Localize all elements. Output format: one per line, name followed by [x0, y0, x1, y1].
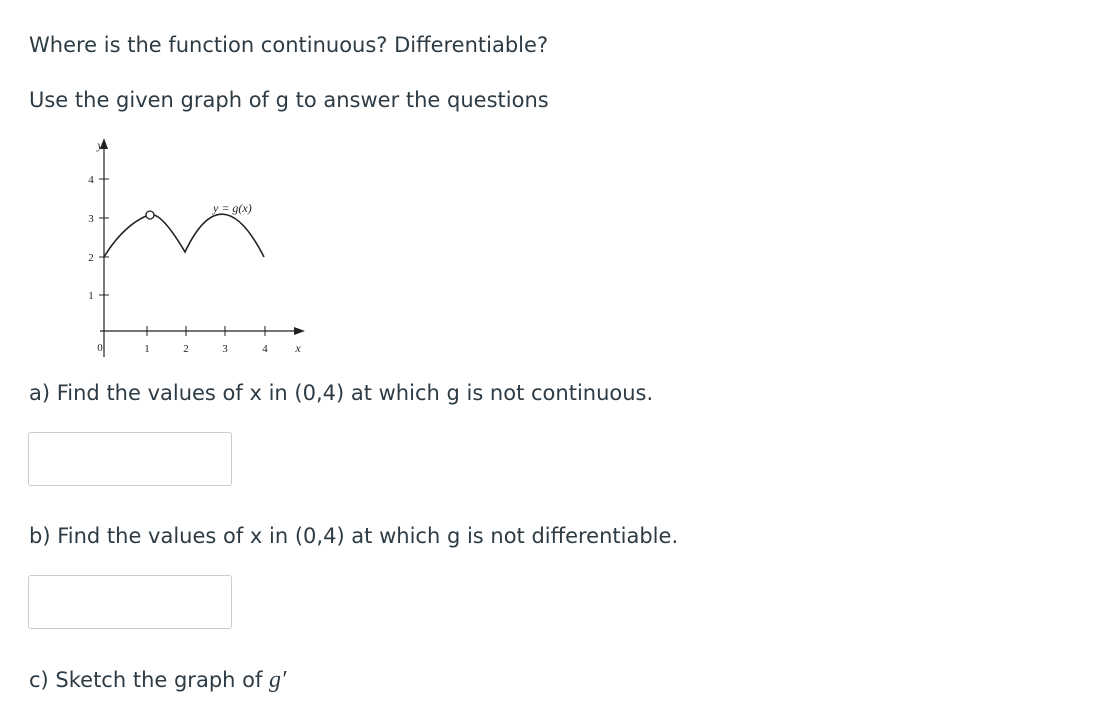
y-tick-label-3: 3 [88, 213, 94, 225]
y-axis-label: y [97, 138, 103, 152]
question-c [29, 667, 286, 694]
question-b: b) Find the values of x in (0,4) at which g is not differentiable. [29, 524, 679, 548]
graph-of-g [80, 132, 320, 362]
answer-b-input[interactable] [28, 575, 232, 629]
y-tick-label-2: 2 [88, 252, 94, 264]
question-a: a) Find the values of x in (0,4) at which g is not continuous. [29, 381, 654, 405]
x-axis-arrow [294, 327, 305, 335]
function-label: y = g(x) [213, 201, 252, 215]
intro-text: Where is the function continuous? Differentiable? [29, 33, 549, 57]
x-tick-label-2: 2 [183, 343, 189, 355]
g-prime-symbol: g′ [269, 667, 287, 693]
x-tick-label-1: 1 [144, 343, 150, 355]
curve-segment-left [104, 216, 146, 257]
curve-segment-right [154, 214, 264, 257]
y-tick-label-4: 4 [88, 174, 94, 186]
question-c-text: c) Sketch the graph of [29, 668, 270, 692]
answer-a-input[interactable] [28, 432, 232, 486]
x-tick-label-4: 4 [262, 343, 268, 355]
x-axis-label: x [295, 341, 301, 355]
instruction-text: Use the given graph of g to answer the questions [29, 88, 549, 112]
y-tick-label-1: 1 [88, 290, 94, 302]
open-circle-hole [146, 211, 154, 219]
x-tick-label-3: 3 [222, 343, 228, 355]
origin-label: 0 [97, 342, 103, 354]
